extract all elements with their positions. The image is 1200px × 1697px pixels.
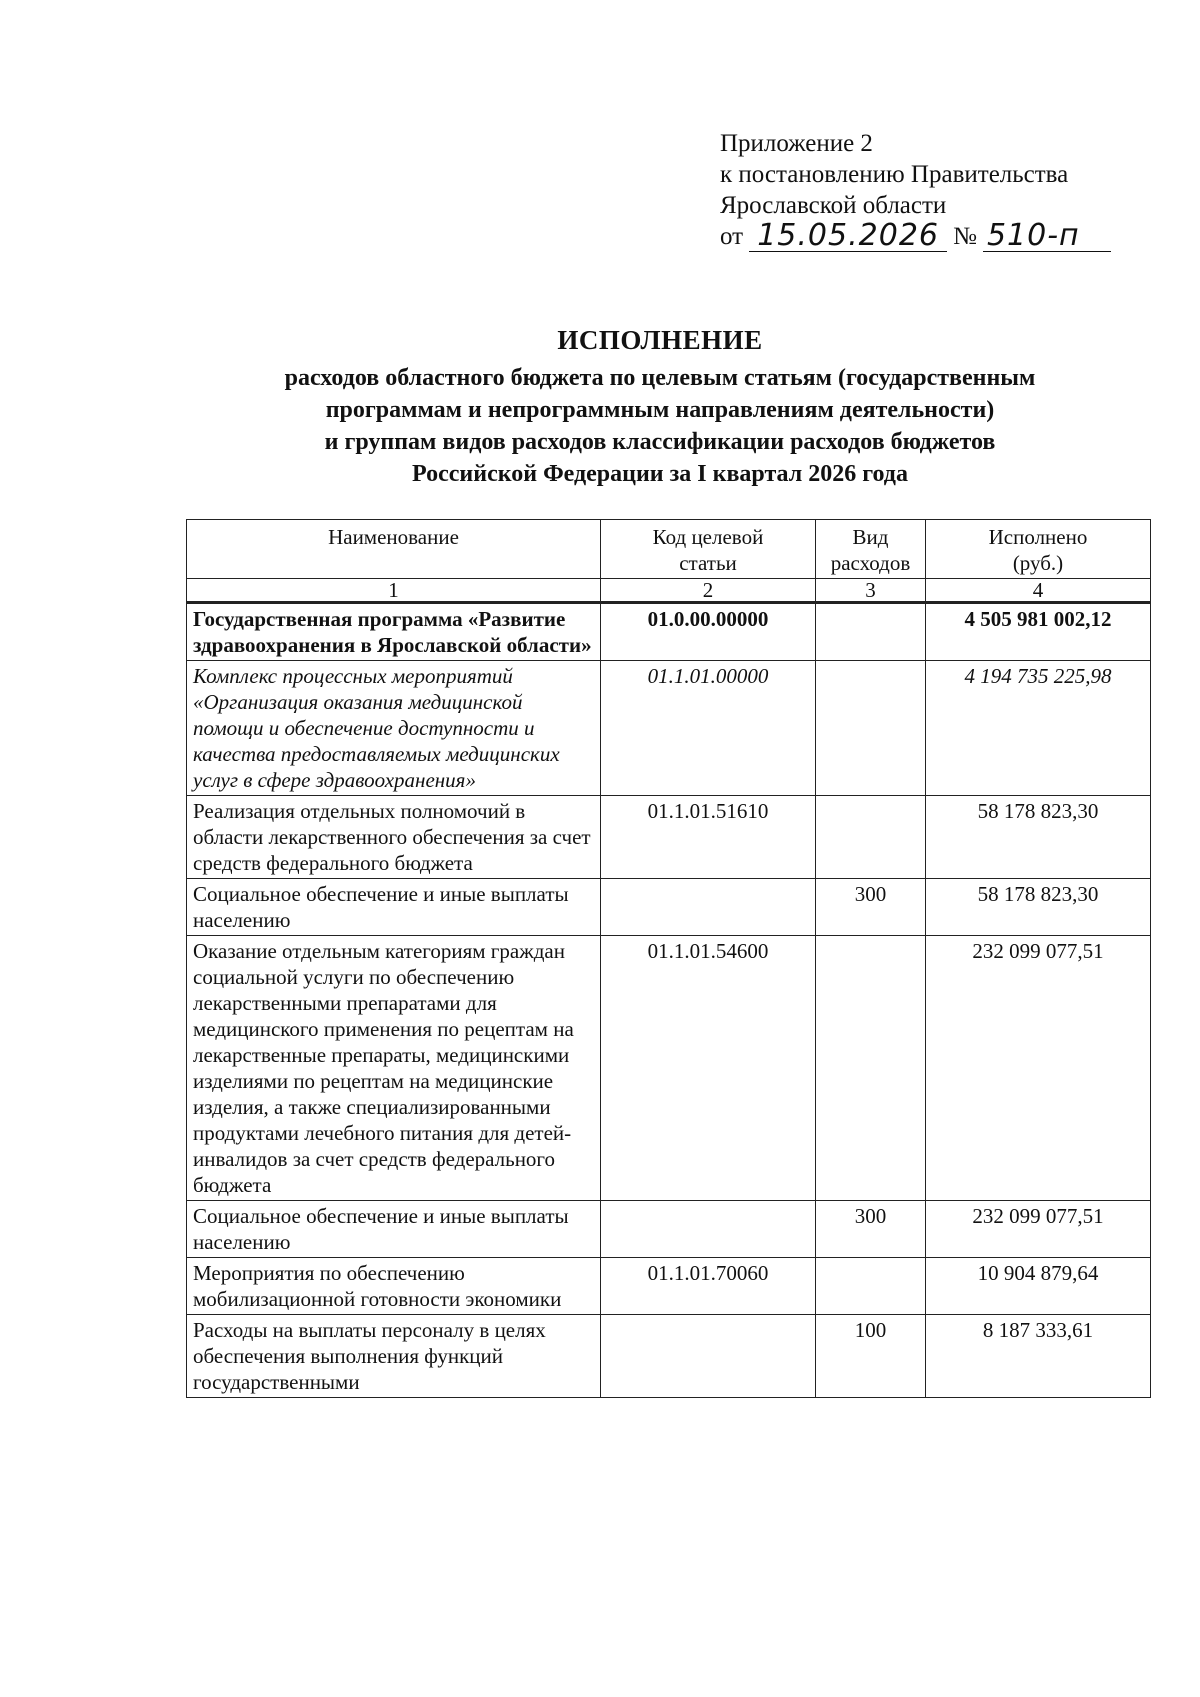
column-number: 2 (601, 579, 816, 603)
row-kind (816, 796, 926, 879)
row-code: 01.1.01.00000 (601, 661, 816, 796)
appendix-region: Ярославской области (720, 192, 947, 219)
table-row (187, 1258, 1151, 1315)
column-number-row (187, 579, 1151, 603)
title-line-4: Российской Федерации за I квартал 2026 года (412, 461, 908, 487)
header-kind: Вид расходов (816, 520, 926, 579)
table-row (187, 936, 1151, 1201)
row-amount: 232 099 077,51 (926, 1201, 1151, 1258)
appendix-reference: к постановлению Правительства (720, 161, 1069, 188)
table-row (187, 661, 1151, 796)
row-name: Социальное обеспечение и иные выплаты населению (187, 1201, 601, 1258)
title-line-2: программам и непрограммным направлениям деятельности) (325, 397, 995, 423)
row-amount: 58 178 823,30 (926, 796, 1151, 879)
table-header-row (187, 520, 1151, 579)
row-name: Государственная программа «Развитие здравоохранения в Ярославской области» (187, 603, 601, 661)
header-name: Наименование (187, 520, 601, 579)
from-label: от (720, 223, 744, 250)
number-label: № (953, 223, 977, 250)
row-name: Реализация отдельных полномочий в области лекарственного обеспечения за счет средств федерального бюджета (187, 796, 601, 879)
row-kind: 100 (816, 1315, 926, 1398)
header-code: Код целевой статьи (601, 520, 816, 579)
row-code: 01.0.00.00000 (601, 603, 816, 661)
row-name: Социальное обеспечение и иные выплаты населению (187, 879, 601, 936)
row-code: 01.1.01.54600 (601, 936, 816, 1201)
handwritten-number: 510-п (983, 221, 1111, 252)
row-kind (816, 603, 926, 661)
title-main: ИСПОЛНЕНИЕ (557, 325, 763, 355)
row-code (601, 1201, 816, 1258)
row-kind (816, 661, 926, 796)
row-kind: 300 (816, 1201, 926, 1258)
column-number: 4 (926, 579, 1151, 603)
row-amount: 8 187 333,61 (926, 1315, 1151, 1398)
column-number: 1 (187, 579, 601, 603)
title-subtitle (200, 362, 1120, 490)
row-amount: 4 505 981 002,12 (926, 603, 1151, 661)
title-line-1: расходов областного бюджета по целевым статьям (государственным (284, 365, 1036, 391)
row-amount: 58 178 823,30 (926, 879, 1151, 936)
row-name: Оказание отдельным категориям граждан социальной услуги по обеспечению лекарственными препаратами для медицинского применения по рецептам на лекарственные препараты, медицинскими изделиями по рецептам на медицинские изделия, а также специализированными продуктами лечебного питания для детей-инвалидов за счет средств федерального бюджета (187, 936, 601, 1201)
row-name: Мероприятия по обеспечению мобилизационной готовности экономики (187, 1258, 601, 1315)
appendix-date-number (720, 218, 1117, 253)
table-row (187, 796, 1151, 879)
budget-table (186, 519, 1151, 1398)
row-kind (816, 1258, 926, 1315)
row-code: 01.1.01.51610 (601, 796, 816, 879)
document-title (200, 322, 1120, 490)
row-name: Расходы на выплаты персоналу в целях обеспечения выполнения функций государственными (187, 1315, 601, 1398)
table-row (187, 1201, 1151, 1258)
row-amount: 232 099 077,51 (926, 936, 1151, 1201)
row-amount: 4 194 735 225,98 (926, 661, 1151, 796)
row-kind (816, 936, 926, 1201)
table-row (187, 879, 1151, 936)
appendix-title: Приложение 2 (720, 130, 873, 157)
handwritten-date: 15.05.2026 (749, 221, 947, 252)
row-name: Комплекс процессных мероприятий «Организация оказания медицинской помощи и обеспечение доступности и качества предоставляемых медицинских услуг в сфере здравоохранения» (187, 661, 601, 796)
column-number: 3 (816, 579, 926, 603)
row-code (601, 879, 816, 936)
row-code (601, 1315, 816, 1398)
table-row (187, 603, 1151, 661)
row-amount: 10 904 879,64 (926, 1258, 1151, 1315)
appendix-block (720, 128, 1117, 252)
row-kind: 300 (816, 879, 926, 936)
title-line-3: и группам видов расходов классификации расходов бюджетов (324, 429, 996, 455)
table-row (187, 1315, 1151, 1398)
header-amount: Исполнено (руб.) (926, 520, 1151, 579)
row-code: 01.1.01.70060 (601, 1258, 816, 1315)
